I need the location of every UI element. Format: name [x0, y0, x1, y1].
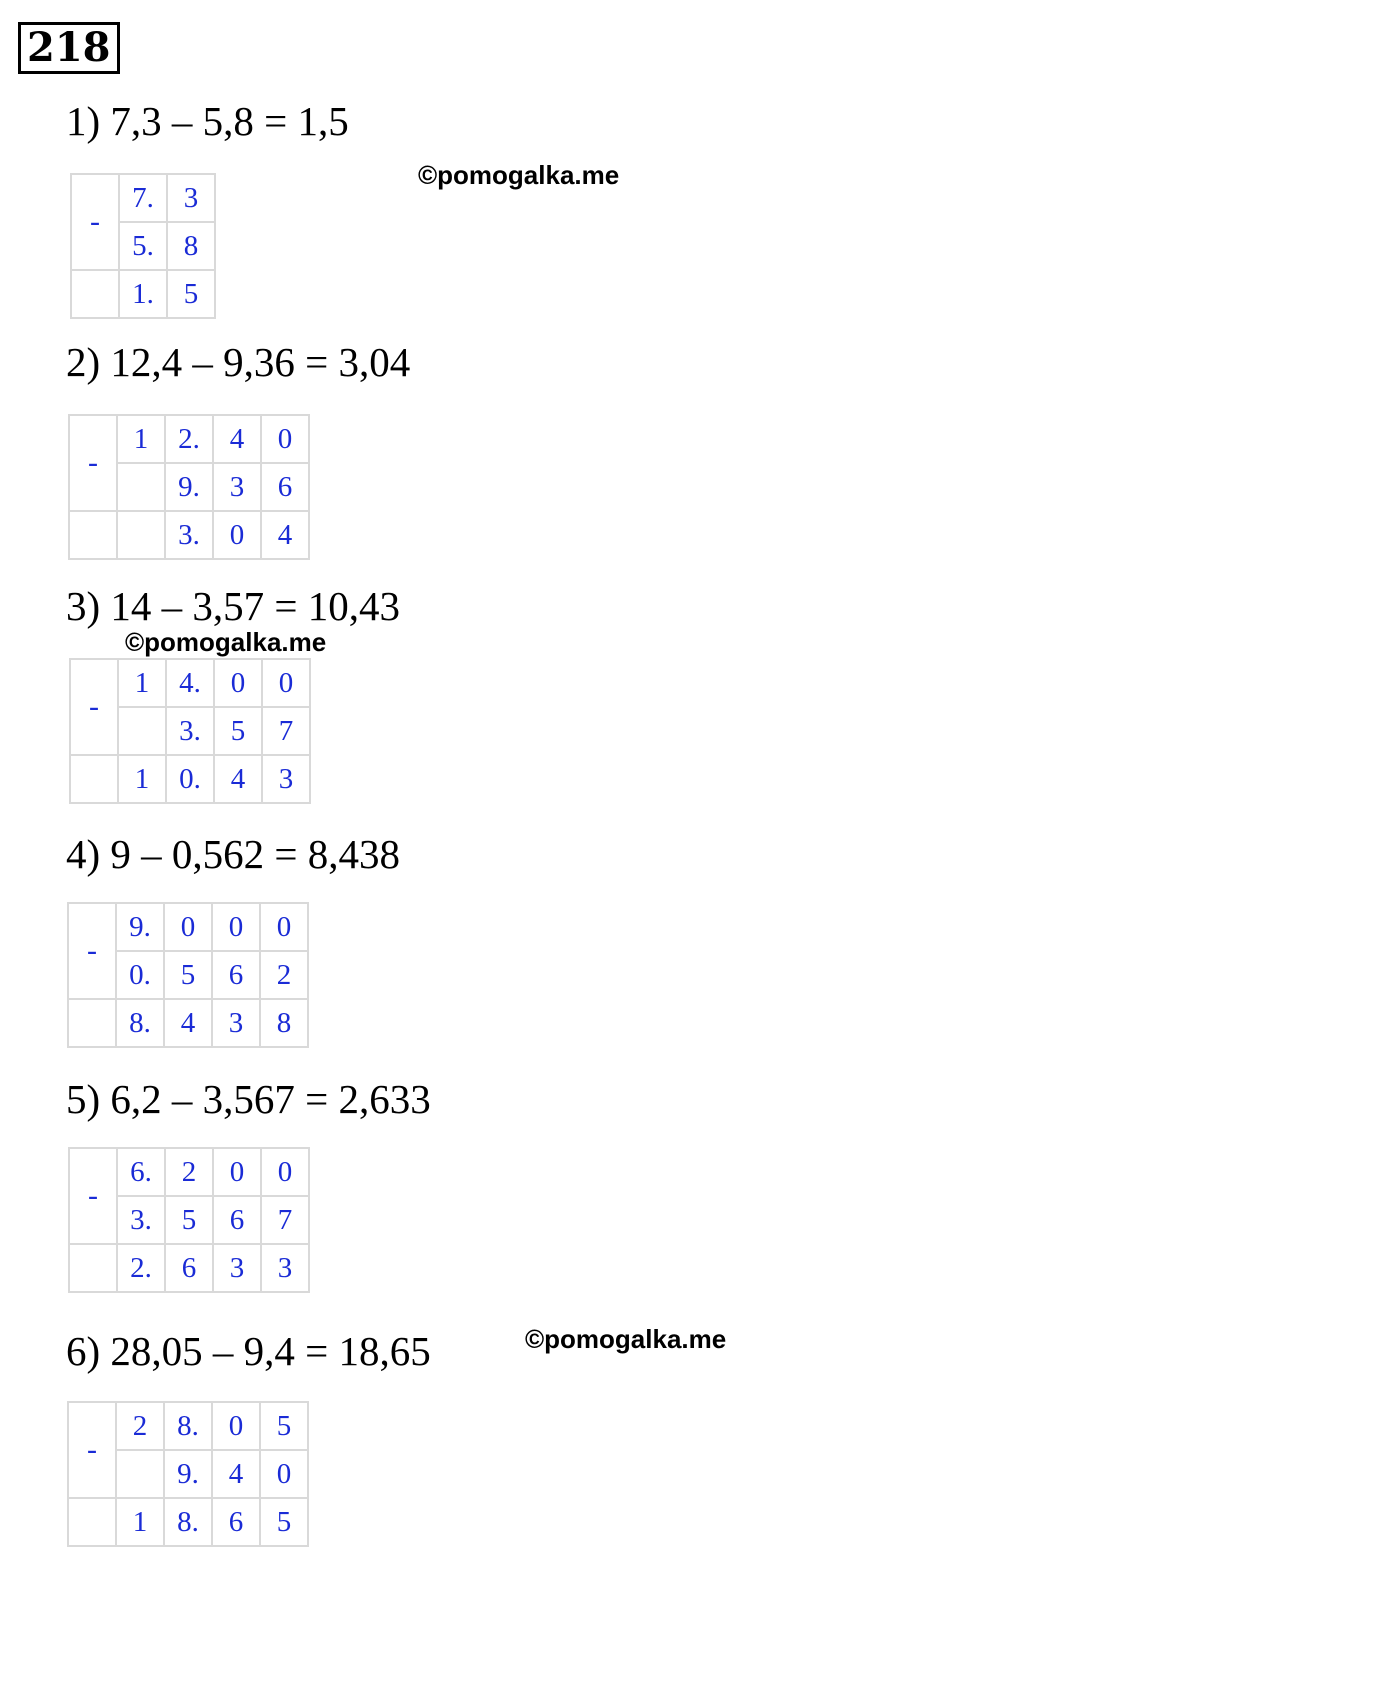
digit: 0: [212, 903, 260, 951]
digit: 0.: [166, 755, 214, 803]
equation: 3) 14 – 3,57 = 10,43: [66, 583, 401, 629]
digit: 0: [260, 1450, 308, 1498]
minus-operator: -: [69, 1148, 117, 1244]
task-number: 218: [18, 22, 120, 74]
digit: 0: [212, 1402, 260, 1450]
empty-cell: [70, 755, 118, 803]
equation: 6) 28,05 – 9,4 = 18,65: [66, 1328, 431, 1374]
digit: 8.: [164, 1402, 212, 1450]
empty-cell: [69, 511, 117, 559]
equation: 1) 7,3 – 5,8 = 1,5: [66, 98, 349, 144]
empty-cell: [69, 1244, 117, 1292]
digit: 7: [262, 707, 310, 755]
digit: 4: [214, 755, 262, 803]
digit: 0: [261, 1148, 309, 1196]
digit: 3.: [117, 1196, 165, 1244]
digit: [116, 1450, 164, 1498]
digit: 1: [117, 415, 165, 463]
digit: 4: [213, 415, 261, 463]
digit: 0: [214, 659, 262, 707]
digit: 1: [118, 755, 166, 803]
equation: 2) 12,4 – 9,36 = 3,04: [66, 339, 411, 385]
digit: [118, 707, 166, 755]
digit: 5: [260, 1402, 308, 1450]
empty-cell: [71, 270, 119, 318]
digit: 6: [213, 1196, 261, 1244]
digit: 7.: [119, 174, 167, 222]
watermark: ©pomogalka.me: [418, 160, 620, 190]
digit: 8.: [164, 1498, 212, 1546]
problem-1: [66, 97, 349, 310]
digit: 9.: [164, 1450, 212, 1498]
digit: 2.: [165, 415, 213, 463]
column-subtraction: [67, 1401, 309, 1547]
digit: 2: [260, 951, 308, 999]
digit: 3: [212, 999, 260, 1047]
digit: 8.: [116, 999, 164, 1047]
digit: 0: [260, 903, 308, 951]
column-subtraction: [69, 658, 311, 804]
digit: 5.: [119, 222, 167, 270]
digit: 6: [212, 951, 260, 999]
watermark: ©pomogalka.me: [525, 1324, 727, 1354]
digit: 4: [261, 511, 309, 559]
digit: 1: [118, 659, 166, 707]
minus-operator: -: [70, 659, 118, 755]
digit: 4: [212, 1450, 260, 1498]
digit: 0: [213, 1148, 261, 1196]
digit: 8: [167, 222, 215, 270]
column-subtraction: [68, 1147, 310, 1293]
problem-5: [66, 1075, 431, 1284]
digit: 0: [213, 511, 261, 559]
minus-operator: -: [68, 903, 116, 999]
digit: 9.: [165, 463, 213, 511]
digit: 9.: [116, 903, 164, 951]
problem-6: [66, 1327, 431, 1538]
digit: 5: [214, 707, 262, 755]
digit: 0: [262, 659, 310, 707]
equation: 4) 9 – 0,562 = 8,438: [66, 831, 401, 877]
digit: 3: [261, 1244, 309, 1292]
column-subtraction: [68, 414, 310, 560]
digit: 7: [261, 1196, 309, 1244]
digit: 4.: [166, 659, 214, 707]
minus-operator: -: [68, 1402, 116, 1498]
digit: 2: [116, 1402, 164, 1450]
digit: 8: [260, 999, 308, 1047]
digit: 0.: [116, 951, 164, 999]
digit: [117, 511, 165, 559]
digit: [117, 463, 165, 511]
column-subtraction: [67, 902, 309, 1048]
digit: 6: [261, 463, 309, 511]
digit: 3.: [165, 511, 213, 559]
digit: 6: [212, 1498, 260, 1546]
digit: 3: [262, 755, 310, 803]
empty-cell: [68, 999, 116, 1047]
digit: 5: [164, 951, 212, 999]
digit: 6: [165, 1244, 213, 1292]
digit: 2.: [117, 1244, 165, 1292]
digit: 2: [165, 1148, 213, 1196]
digit: 3: [213, 1244, 261, 1292]
digit: 1.: [119, 270, 167, 318]
digit: 1: [116, 1498, 164, 1546]
watermark: ©pomogalka.me: [125, 627, 327, 657]
digit: 0: [164, 903, 212, 951]
minus-operator: -: [71, 174, 119, 270]
digit: 5: [165, 1196, 213, 1244]
problem-4: [66, 830, 401, 1039]
digit: 0: [261, 415, 309, 463]
problem-2: [66, 338, 411, 551]
digit: 6.: [117, 1148, 165, 1196]
digit: 3.: [166, 707, 214, 755]
minus-operator: -: [69, 415, 117, 511]
digit: 5: [167, 270, 215, 318]
digit: 4: [164, 999, 212, 1047]
empty-cell: [68, 1498, 116, 1546]
equation: 5) 6,2 – 3,567 = 2,633: [66, 1076, 431, 1122]
digit: 3: [167, 174, 215, 222]
digit: 5: [260, 1498, 308, 1546]
column-subtraction: [70, 173, 216, 319]
digit: 3: [213, 463, 261, 511]
